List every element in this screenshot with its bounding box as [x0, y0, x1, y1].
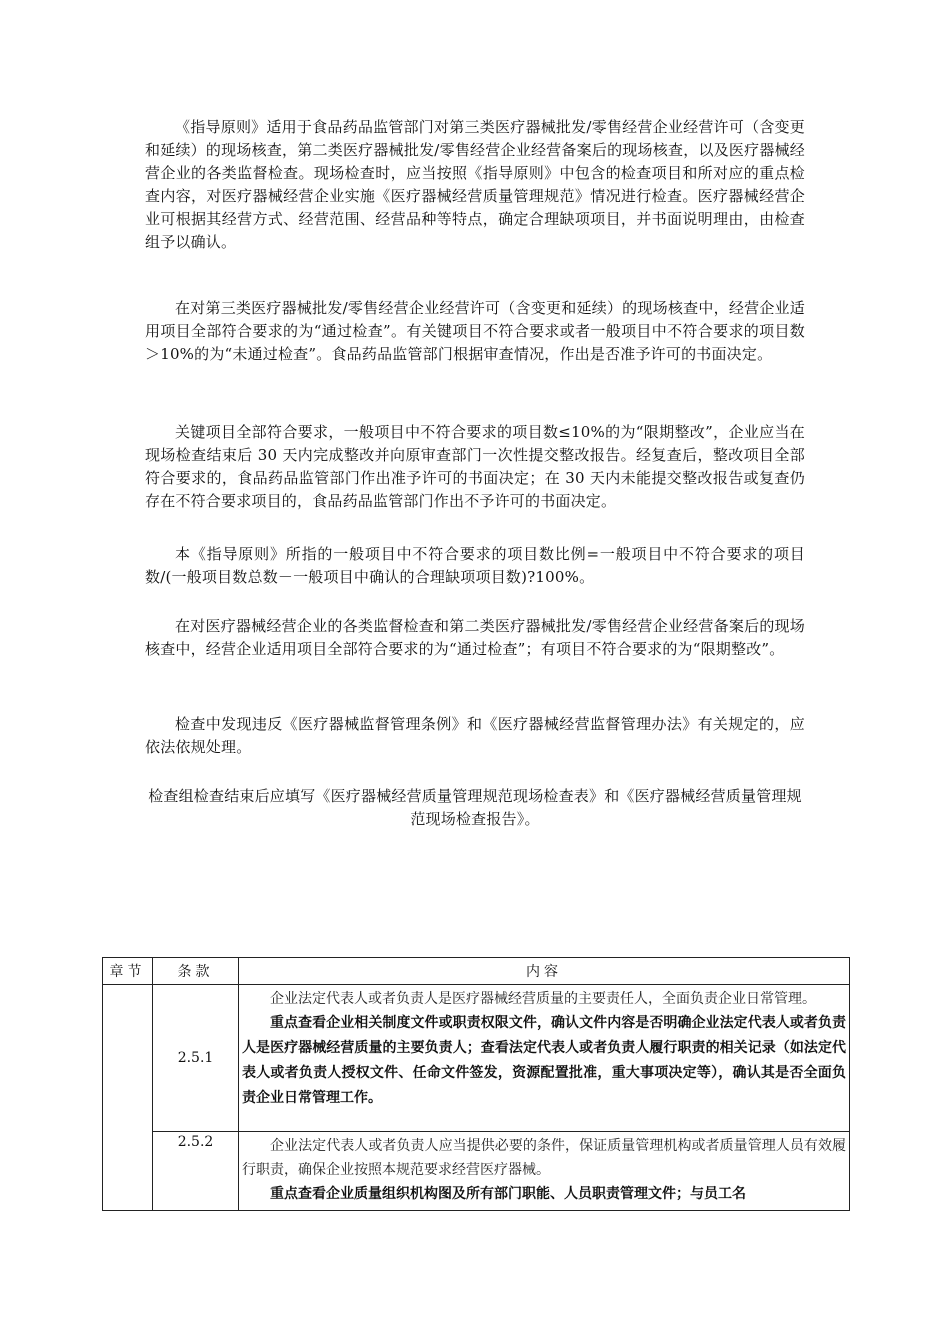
content-requirement: 企业法定代表人或者负责人是医疗器械经营质量的主要责任人，全面负责企业日常管理。 — [270, 991, 816, 1007]
header-clause: 条款 — [153, 958, 239, 985]
clause-number: 2.5.2 — [153, 1132, 239, 1211]
paragraph-3: 关键项目全部符合要求，一般项目中不符合要求的项目数≤10%的为“限期整改”，企业应当在现场检查结束后 30 天内完成整改并向原审查部门一次性提交整改报告。经复查后，整改项目全部符合要求的，食品药品监管部门作出准予许可的书面决定；在 30 天内未能提交整改报告或复查仍存在不符合要求项目的，食品药品监管部门作出不予许可的书面决定。 — [145, 423, 805, 510]
content-check-points: 重点查看企业相关制度文件或职责权限文件，确认文件内容是否明确企业法定代表人或者负责人是医疗器械经营质量的主要负责人；查看法定代表人或者负责人履行职责的相关记录（如法定代表人或者负责人授权文件、任命文件签发，资源配置批准，重大事项决定等），确认其是否全面负责企业日常管理工作。 — [242, 1015, 846, 1106]
table-row — [103, 1132, 850, 1211]
paragraph-1: 《指导原则》适用于食品药品监管部门对第三类医疗器械批发/零售经营企业经营许可（含变更和延续）的现场核查，第二类医疗器械批发/零售经营企业经营备案后的现场核查，以及医疗器械经营企业的各类监督检查。现场检查时，应当按照《指导原则》中包含的检查项目和所对应的重点检查内容，对医疗器械经营企业实施《医疗器械经营质量管理规范》情况进行检查。医疗器械经营企业可根据其经营方式、经营范围、经营品种等特点，确定合理缺项项目，并书面说明理由，由检查组予以确认。 — [145, 118, 805, 251]
header-chapter: 章节 — [103, 958, 153, 985]
paragraph-4: 本《指导原则》所指的一般项目中不符合要求的项目数比例=一般项目中不符合要求的项目数/(一般项目数总数－一般项目中确认的合理缺项项目数)?100%。 — [145, 545, 805, 586]
content-requirement: 企业法定代表人或者负责人应当提供必要的条件，保证质量管理机构或者质量管理人员有效履行职责，确保企业按照本规范要求经营医疗器械。 — [242, 1138, 846, 1178]
content-cell — [239, 1132, 850, 1211]
table-header-row — [103, 958, 850, 985]
clause-number: 2.5.1 — [153, 985, 239, 1132]
content-check-points: 重点查看企业质量组织机构图及所有部门职能、人员职责管理文件；与员工名 — [270, 1186, 746, 1202]
paragraph-7: 检查组检查结束后应填写《医疗器械经营质量管理规范现场检查表》和《医疗器械经营质量管理规范现场检查报告》。 — [148, 787, 802, 828]
table-row — [103, 985, 850, 1132]
content-cell — [239, 985, 850, 1132]
header-content: 内容 — [239, 958, 850, 985]
paragraph-2: 在对第三类医疗器械批发/零售经营企业经营许可（含变更和延续）的现场核查中，经营企业适用项目全部符合要求的为“通过检查”。有关键项目不符合要求或者一般项目中不符合要求的项目数＞10%的为“未通过检查”。食品药品监管部门根据审查情况，作出是否准予许可的书面决定。 — [145, 299, 805, 363]
paragraph-5: 在对医疗器械经营企业的各类监督检查和第二类医疗器械批发/零售经营企业经营备案后的现场核查中，经营企业适用项目全部符合要求的为“通过检查”；有项目不符合要求的为“限期整改”。 — [145, 617, 805, 658]
paragraph-6: 检查中发现违反《医疗器械监督管理条例》和《医疗器械经营监督管理办法》有关规定的，应依法依规处理。 — [145, 715, 805, 756]
chapter-cell — [103, 985, 153, 1211]
inspection-table — [102, 957, 850, 1211]
